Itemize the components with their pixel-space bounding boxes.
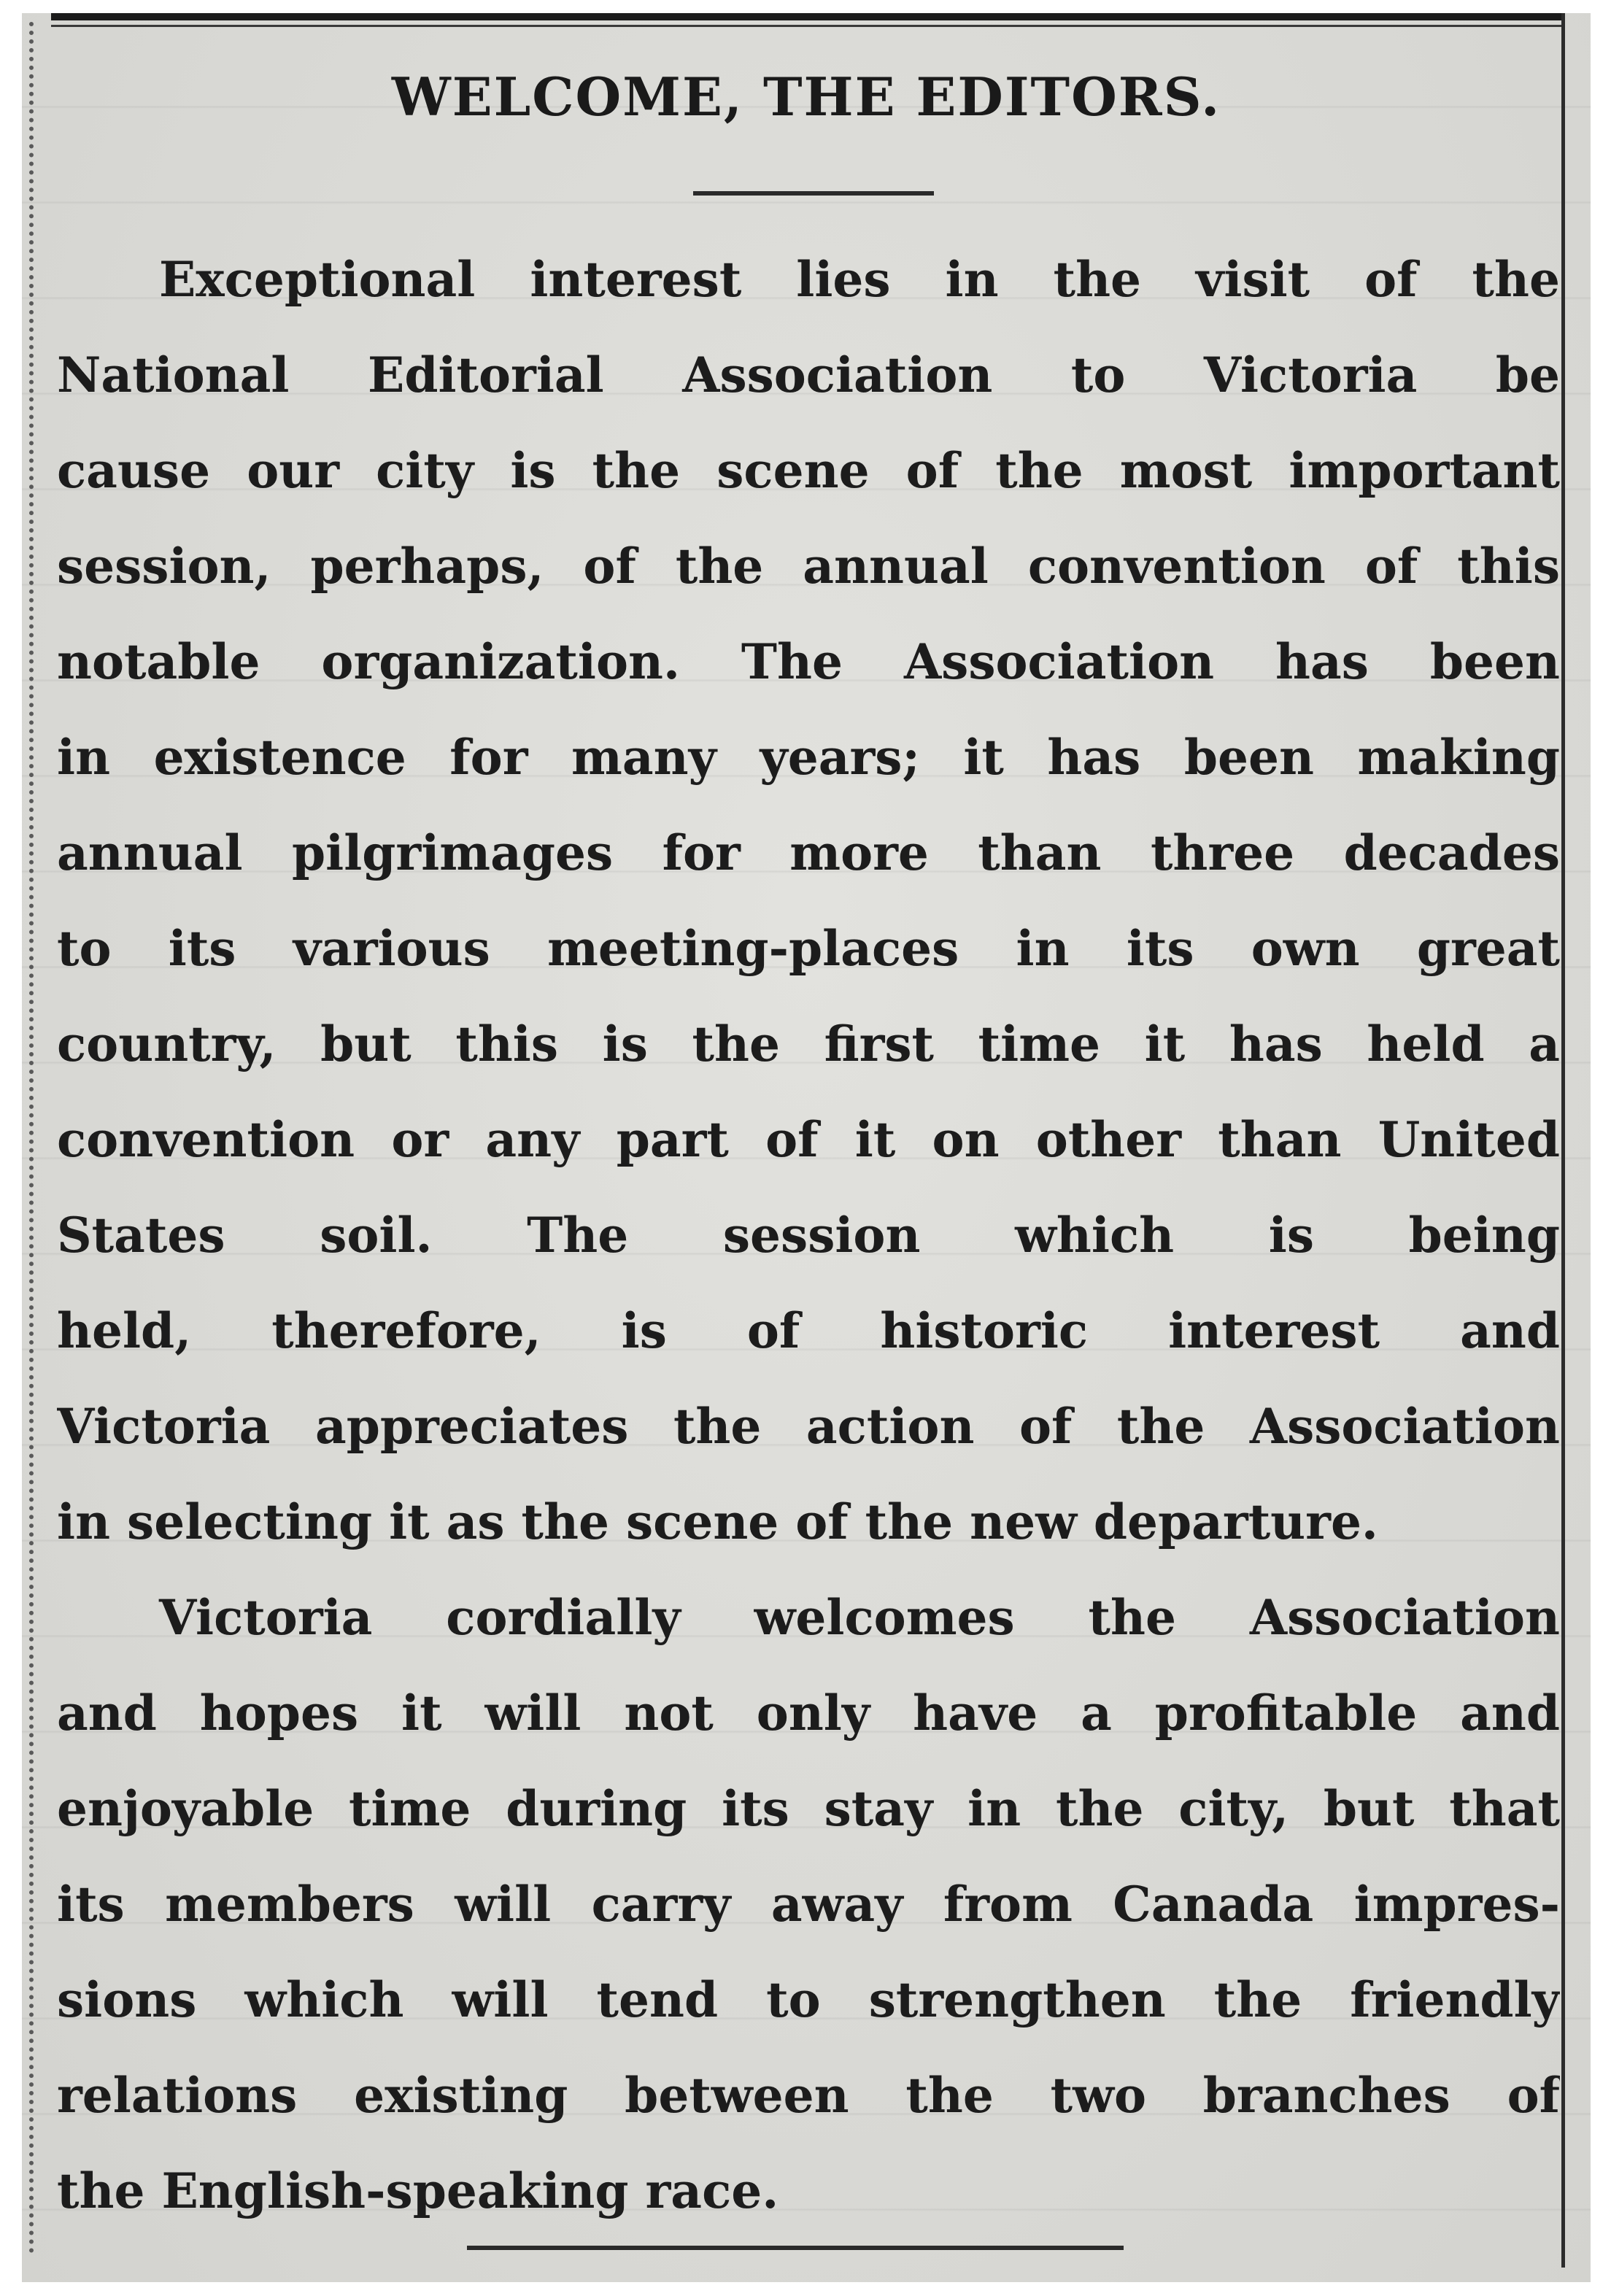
article-line: annual pilgrimages for more than three decades: [57, 824, 1560, 881]
article-headline: WELCOME, THE EDITORS.: [391, 66, 1221, 128]
article-line: sions which will tend to strengthen the friendly: [57, 1971, 1560, 2028]
article-line: in selecting it as the scene of the new departure.: [57, 1493, 1378, 1550]
article-line: Victoria cordially welcomes the Association: [159, 1589, 1560, 1646]
bottom-divider: [467, 2246, 1124, 2250]
article-line: and hopes it will not only have a profitable and: [57, 1685, 1560, 1742]
article-line: Exceptional interest lies in the visit of the: [159, 251, 1560, 308]
article-line: country, but this is the first time it has held a: [57, 1016, 1560, 1072]
article-line: notable organization. The Association has been: [57, 633, 1560, 690]
left-column-border: [29, 22, 34, 2254]
article-line: National Editorial Association to Victoria be: [57, 347, 1560, 403]
article-line: Victoria appreciates the action of the Association: [57, 1398, 1560, 1455]
top-column-rule-thin: [51, 25, 1561, 27]
article-line: in existence for many years; it has been making: [57, 729, 1560, 786]
article-line: to its various meeting-places in its own great: [57, 920, 1560, 977]
headline-divider: [693, 191, 934, 196]
article-line: relations existing between the two branches of: [57, 2067, 1560, 2124]
article-line: States soil. The session which is being: [57, 1207, 1560, 1264]
article-line: its members will carry away from Canada impres-: [57, 1876, 1560, 1933]
article-line: session, perhaps, of the annual convention of this: [57, 538, 1560, 595]
article-line: the English-speaking race.: [57, 2162, 779, 2219]
article-line: convention or any part of it on other than United: [57, 1111, 1560, 1168]
right-column-border: [1561, 13, 1565, 2268]
article-line: cause our city is the scene of the most important: [57, 442, 1560, 499]
article-line: enjoyable time during its stay in the city, but that: [57, 1780, 1560, 1837]
article-body: [57, 232, 1560, 2239]
article-line: held, therefore, is of historic interest and: [57, 1302, 1560, 1359]
top-column-rule: [51, 13, 1561, 20]
